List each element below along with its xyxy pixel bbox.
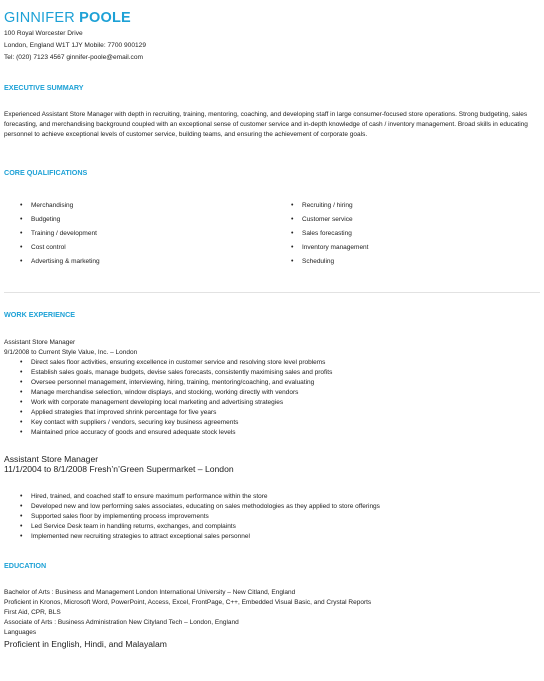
list-item: • Sales forecasting bbox=[275, 227, 368, 241]
job1-dates: 9/1/2008 to Current Style Value, Inc. – London bbox=[4, 349, 138, 356]
list-item: • Manage merchandise selection, window displays, and stocking, working directly with vendors bbox=[4, 388, 332, 398]
list-item: • Establish sales goals, manage budgets, devise sales forecasts, consistently maximising sales and profits bbox=[4, 368, 332, 378]
education-block bbox=[4, 588, 371, 650]
education-line: Languages bbox=[4, 629, 37, 636]
list-item: • Supported sales floor by implementing process improvements bbox=[4, 512, 380, 522]
list-item: • Led Service Desk team in handling returns, exchanges, and complaints bbox=[4, 522, 380, 532]
list-item: • Oversee personnel management, interviewing, hiring, training, mentoring/coaching, and evaluating bbox=[4, 378, 332, 388]
languages-line: Proficient in English, Hindi, and Malayalam bbox=[4, 639, 167, 649]
qualifications-left-list bbox=[4, 199, 100, 269]
tel-email-line: Tel: (020) 7123 4567 ginnifer-poole@email.com bbox=[4, 54, 144, 61]
list-item: • Maintained price accuracy of goods and ensured adequate stock levels bbox=[4, 428, 332, 438]
list-item: • Developed new and low performing sales associates, educating on sales methodologies as they applied to store offerings bbox=[4, 502, 380, 512]
education-line: Associate of Arts : Business Administration New Cityland Tech – London, England bbox=[4, 619, 239, 626]
address-line: 100 Royal Worcester Drive bbox=[4, 30, 83, 37]
city-mobile-line: London, England W1T 1JY Mobile: 7700 900129 bbox=[4, 42, 146, 49]
job2-title: Assistant Store Manager bbox=[4, 454, 99, 464]
job1-bullets bbox=[4, 358, 332, 438]
summary-text: Experienced Assistant Store Manager with depth in recruiting, training, mentoring, coaching, and developing staff in large consumer-focused store operations. Strong budgeting, sales forecasting, and merchandising background coupled with an exceptional sense of customer service and in-depth knowledge of cash / inventory management. Broad skills in educating personnel to achieve exceptional levels of customer service, building teams, and ensuring the achievement of corporate goals. bbox=[4, 111, 528, 138]
job2-dates: 11/1/2004 to 8/1/2008 Fresh’n’Green Supermarket – London bbox=[4, 464, 234, 474]
list-item: • Customer service bbox=[275, 213, 368, 227]
list-item: • Key contact with suppliers / vendors, securing key business agreements bbox=[4, 418, 332, 428]
last-name: POOLE bbox=[79, 10, 131, 26]
first-name: GINNIFER bbox=[4, 10, 75, 26]
list-item: • Advertising & marketing bbox=[4, 255, 100, 269]
list-item: • Implemented new recruiting strategies to attract exceptional sales personnel bbox=[4, 532, 380, 542]
list-item: • Inventory management bbox=[275, 241, 368, 255]
job1-title: Assistant Store Manager bbox=[4, 339, 76, 346]
section-divider bbox=[4, 292, 540, 293]
education-line: Proficient in Kronos, Microsoft Word, PowerPoint, Access, Excel, FrontPage, C++, Embedded Visual Basic, and Crystal Reports bbox=[4, 599, 372, 606]
list-item: • Scheduling bbox=[275, 255, 368, 269]
list-item: • Training / development bbox=[4, 227, 100, 241]
list-item: • Work with corporate management developing local marketing and advertising strategies bbox=[4, 398, 332, 408]
list-item: • Direct sales floor activities, ensuring excellence in customer service and resolving store level problems bbox=[4, 358, 332, 368]
job2-bullets bbox=[4, 492, 380, 542]
list-item: • Budgeting bbox=[4, 213, 100, 227]
list-item: • Recruiting / hiring bbox=[275, 199, 368, 213]
education-heading: EDUCATION bbox=[4, 561, 47, 570]
qualifications-right-list bbox=[275, 199, 368, 269]
list-item: • Applied strategies that improved shrink percentage for five years bbox=[4, 408, 332, 418]
education-line: First Aid, CPR, BLS bbox=[4, 609, 61, 616]
list-item: • Hired, trained, and coached staff to ensure maximum performance within the store bbox=[4, 492, 380, 502]
list-item: • Merchandising bbox=[4, 199, 100, 213]
qualifications-heading: CORE QUALIFICATIONS bbox=[4, 168, 88, 177]
experience-heading: WORK EXPERIENCE bbox=[4, 310, 76, 319]
list-item: • Cost control bbox=[4, 241, 100, 255]
education-line: Bachelor of Arts : Business and Management London International University – New Citland, England bbox=[4, 589, 296, 596]
candidate-name bbox=[4, 10, 131, 26]
summary-heading: EXECUTIVE SUMMARY bbox=[4, 83, 84, 92]
